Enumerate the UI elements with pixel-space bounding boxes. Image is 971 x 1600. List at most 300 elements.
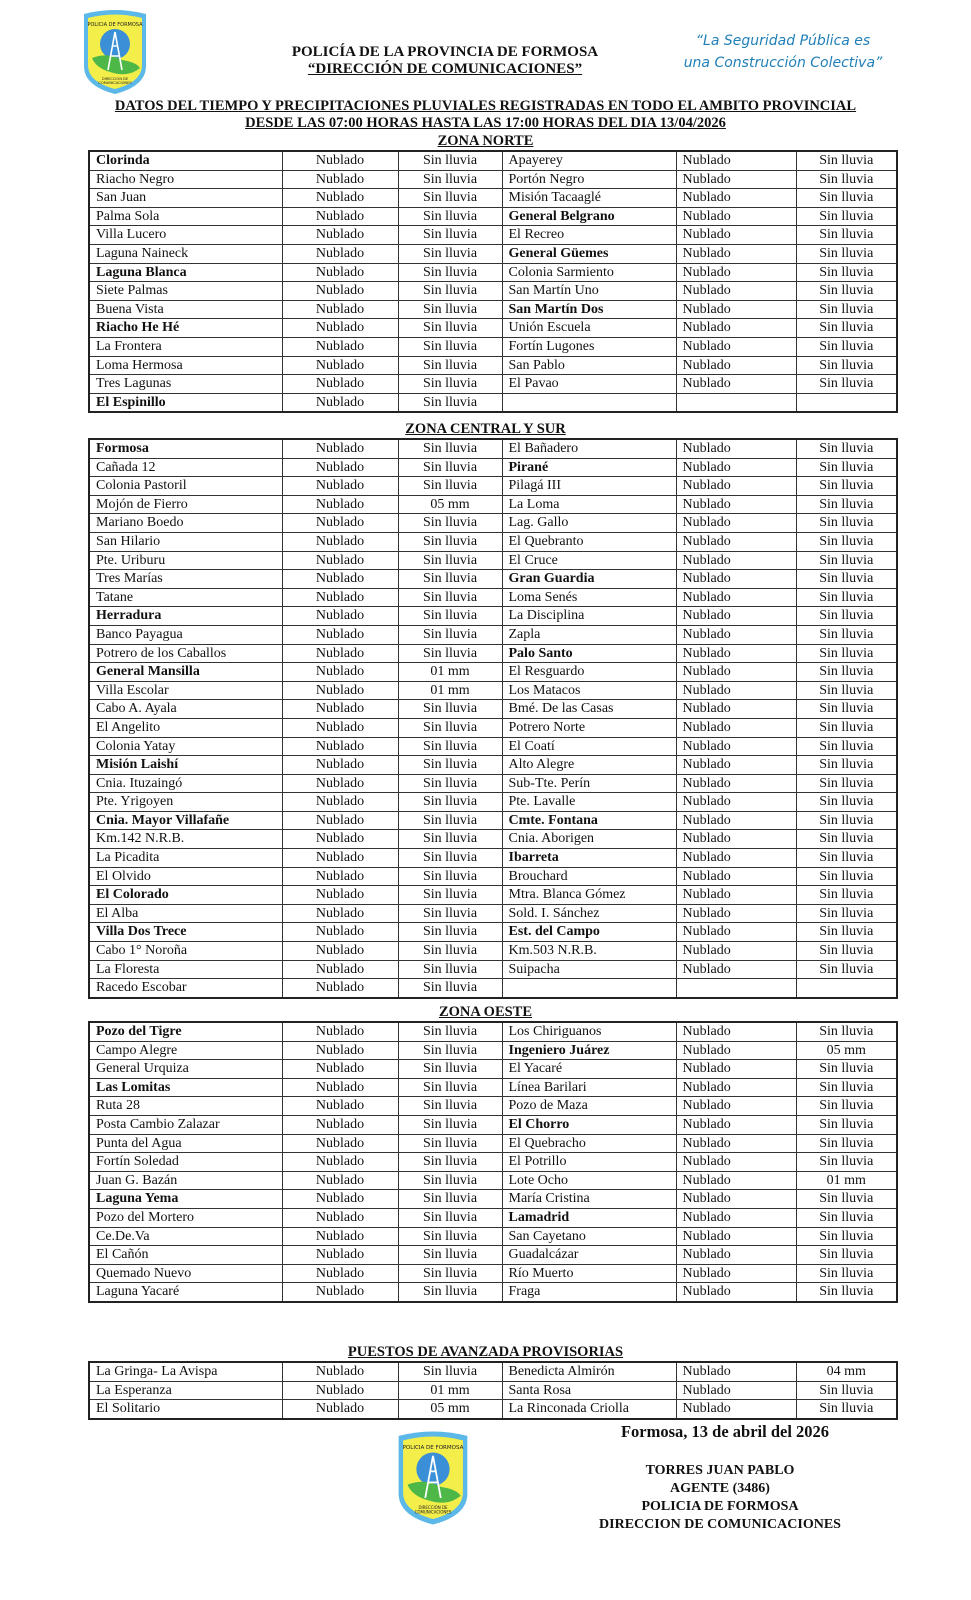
weather-cell: Nublado (282, 588, 398, 607)
locality-cell: Pte. Yrigoyen (89, 793, 282, 812)
table-row (89, 1115, 897, 1134)
weather-cell: Nublado (282, 337, 398, 356)
weather-cell: Nublado (282, 300, 398, 319)
weather-cell: Nublado (676, 923, 796, 942)
locality-cell: Punta del Agua (89, 1134, 282, 1153)
weather-cell: Nublado (282, 458, 398, 477)
signer-dept: DIRECCION DE COMUNICACIONES (599, 1517, 841, 1532)
table-row (89, 551, 897, 570)
weather-cell: Nublado (282, 189, 398, 208)
locality-cell: Ibarreta (502, 849, 676, 868)
weather-cell: Nublado (282, 718, 398, 737)
department-name: “DIRECCIÓN DE COMUNICACIONES” (307, 61, 583, 77)
locality-cell: El Coatí (502, 737, 676, 756)
rainfall-cell: 05 mm (398, 1400, 502, 1419)
table-row (89, 625, 897, 644)
locality-cell: Lote Ocho (502, 1171, 676, 1190)
weather-cell: Nublado (676, 226, 796, 245)
locality-cell: San Martín Dos (502, 300, 676, 319)
table-row (89, 737, 897, 756)
locality-cell: La Picadita (89, 849, 282, 868)
locality-cell: Santa Rosa (502, 1381, 676, 1400)
weather-cell: Nublado (676, 681, 796, 700)
zone-norte-heading (0, 133, 971, 149)
weather-cell: Nublado (676, 570, 796, 589)
locality-cell: Pirané (502, 458, 676, 477)
weather-cell: Nublado (676, 300, 796, 319)
weather-cell: Nublado (676, 756, 796, 775)
locality-cell: San Juan (89, 189, 282, 208)
rainfall-cell: Sin lluvia (398, 867, 502, 886)
zone-title: ZONA NORTE (437, 133, 534, 149)
locality-cell: La Disciplina (502, 607, 676, 626)
zone-central-sur-table (88, 438, 898, 999)
rainfall-cell: Sin lluvia (796, 532, 897, 551)
weather-cell: Nublado (282, 514, 398, 533)
rainfall-cell: Sin lluvia (398, 1264, 502, 1283)
weather-cell: Nublado (282, 700, 398, 719)
weather-cell: Nublado (282, 551, 398, 570)
locality-cell: San Cayetano (502, 1227, 676, 1246)
report-subtitle (0, 115, 971, 131)
rainfall-cell: Sin lluvia (398, 570, 502, 589)
locality-cell: El Alba (89, 904, 282, 923)
weather-cell: Nublado (676, 207, 796, 226)
weather-cell: Nublado (282, 1115, 398, 1134)
weather-cell: Nublado (676, 663, 796, 682)
rainfall-cell: Sin lluvia (796, 793, 897, 812)
weather-cell: Nublado (282, 1097, 398, 1116)
locality-cell: Riacho He Hé (89, 319, 282, 338)
locality-cell: Tres Lagunas (89, 375, 282, 394)
rainfall-cell: Sin lluvia (398, 904, 502, 923)
rainfall-cell: Sin lluvia (796, 477, 897, 496)
table-row (89, 607, 897, 626)
table-row (89, 319, 897, 338)
locality-cell: El Bañadero (502, 439, 676, 458)
rainfall-cell: Sin lluvia (398, 477, 502, 496)
locality-cell: Cnia. Aborigen (502, 830, 676, 849)
rainfall-cell: Sin lluvia (398, 737, 502, 756)
weather-cell: Nublado (282, 1041, 398, 1060)
signature-block (570, 1462, 870, 1534)
weather-cell: Nublado (676, 1134, 796, 1153)
rainfall-cell: Sin lluvia (796, 625, 897, 644)
locality-cell: Pozo del Tigre (89, 1022, 282, 1041)
table-row (89, 830, 897, 849)
weather-cell: Nublado (676, 375, 796, 394)
table-row (89, 1264, 897, 1283)
table-row (89, 1190, 897, 1209)
locality-cell: Las Lomitas (89, 1078, 282, 1097)
table-row (89, 189, 897, 208)
rainfall-cell: Sin lluvia (398, 1115, 502, 1134)
rainfall-cell: Sin lluvia (398, 830, 502, 849)
locality-cell: Cañada 12 (89, 458, 282, 477)
rainfall-cell: Sin lluvia (796, 244, 897, 263)
rainfall-cell: Sin lluvia (398, 793, 502, 812)
weather-cell: Nublado (282, 849, 398, 868)
rainfall-cell: Sin lluvia (796, 151, 897, 170)
locality-cell: Fortín Lugones (502, 337, 676, 356)
locality-cell: Siete Palmas (89, 282, 282, 301)
table-row (89, 439, 897, 458)
zone-norte-table (88, 150, 898, 413)
rainfall-cell: Sin lluvia (796, 207, 897, 226)
table-row (89, 663, 897, 682)
locality-cell: Loma Senés (502, 588, 676, 607)
motto (672, 30, 894, 74)
locality-cell: Cabo A. Ayala (89, 700, 282, 719)
table-row (89, 904, 897, 923)
locality-cell: Zapla (502, 625, 676, 644)
locality-cell: Formosa (89, 439, 282, 458)
locality-cell: Ce.De.Va (89, 1227, 282, 1246)
table-row (89, 170, 897, 189)
locality-cell: Clorinda (89, 151, 282, 170)
report-title-line-1: DATOS DEL TIEMPO Y PRECIPITACIONES PLUVIALES REGISTRADAS EN TODO EL AMBITO PROVINCIAL (114, 98, 857, 114)
weather-cell: Nublado (282, 644, 398, 663)
locality-cell: San Martín Uno (502, 282, 676, 301)
rainfall-cell: Sin lluvia (398, 774, 502, 793)
puestos-heading (0, 1344, 971, 1360)
locality-cell: Colonia Yatay (89, 737, 282, 756)
rainfall-cell: Sin lluvia (398, 1022, 502, 1041)
locality-cell: El Quebranto (502, 532, 676, 551)
weather-cell: Nublado (282, 226, 398, 245)
rainfall-cell: Sin lluvia (398, 439, 502, 458)
locality-cell: Ingeniero Juárez (502, 1041, 676, 1060)
rainfall-cell: Sin lluvia (796, 1208, 897, 1227)
locality-cell (502, 979, 676, 998)
locality-cell: Portón Negro (502, 170, 676, 189)
locality-cell: Ruta 28 (89, 1097, 282, 1116)
weather-cell: Nublado (676, 439, 796, 458)
rainfall-cell: Sin lluvia (398, 1283, 502, 1302)
table-row (89, 375, 897, 394)
locality-cell: Villa Dos Trece (89, 923, 282, 942)
table-row (89, 942, 897, 961)
locality-cell: El Potrillo (502, 1153, 676, 1172)
rainfall-cell: Sin lluvia (398, 282, 502, 301)
locality-cell (502, 393, 676, 412)
weather-cell: Nublado (676, 458, 796, 477)
locality-cell: Pozo de Maza (502, 1097, 676, 1116)
table-row (89, 588, 897, 607)
rainfall-cell: Sin lluvia (796, 551, 897, 570)
weather-cell: Nublado (676, 1381, 796, 1400)
weather-cell: Nublado (676, 1208, 796, 1227)
weather-cell: Nublado (676, 1115, 796, 1134)
weather-cell: Nublado (282, 1171, 398, 1190)
rainfall-cell: Sin lluvia (398, 263, 502, 282)
rainfall-cell: Sin lluvia (796, 1227, 897, 1246)
weather-cell: Nublado (282, 942, 398, 961)
rainfall-cell: Sin lluvia (796, 681, 897, 700)
weather-cell: Nublado (676, 942, 796, 961)
weather-cell: Nublado (676, 1400, 796, 1419)
svg-text:COMUNICACIONES: COMUNICACIONES (98, 81, 132, 85)
locality-cell: Colonia Sarmiento (502, 263, 676, 282)
locality-cell: Mtra. Blanca Gómez (502, 886, 676, 905)
zone-title: ZONA CENTRAL Y SUR (405, 421, 566, 437)
rainfall-cell: Sin lluvia (398, 644, 502, 663)
rainfall-cell: Sin lluvia (398, 849, 502, 868)
rainfall-cell: Sin lluvia (398, 942, 502, 961)
org-header (260, 44, 630, 78)
rainfall-cell: Sin lluvia (796, 811, 897, 830)
signer-org: POLICIA DE FORMOSA (641, 1499, 799, 1514)
locality-cell: Fortín Soledad (89, 1153, 282, 1172)
weather-cell: Nublado (282, 830, 398, 849)
weather-cell: Nublado (282, 1400, 398, 1419)
weather-cell: Nublado (676, 1153, 796, 1172)
zone-central-sur-heading (0, 421, 971, 437)
rainfall-cell: Sin lluvia (398, 1246, 502, 1265)
weather-cell: Nublado (676, 1022, 796, 1041)
locality-cell: María Cristina (502, 1190, 676, 1209)
rainfall-cell: Sin lluvia (398, 811, 502, 830)
weather-cell: Nublado (282, 904, 398, 923)
table-row (89, 1283, 897, 1302)
locality-cell: El Pavao (502, 375, 676, 394)
place-date: Formosa, 13 de abril del 2026 (620, 1422, 830, 1441)
locality-cell: La Loma (502, 495, 676, 514)
rainfall-cell: Sin lluvia (796, 1283, 897, 1302)
locality-cell: Gran Guardia (502, 570, 676, 589)
locality-cell: Laguna Blanca (89, 263, 282, 282)
locality-cell: Brouchard (502, 867, 676, 886)
weather-cell: Nublado (282, 1246, 398, 1265)
weather-cell: Nublado (676, 189, 796, 208)
weather-cell: Nublado (282, 886, 398, 905)
zone-title: PUESTOS DE AVANZADA PROVISORIAS (347, 1344, 624, 1360)
weather-cell: Nublado (676, 1171, 796, 1190)
table-row (89, 226, 897, 245)
rainfall-cell: Sin lluvia (796, 1381, 897, 1400)
zone-oeste-heading (0, 1004, 971, 1020)
rainfall-cell: Sin lluvia (398, 458, 502, 477)
weather-cell: Nublado (676, 849, 796, 868)
rainfall-cell: 04 mm (796, 1362, 897, 1381)
locality-cell: Campo Alegre (89, 1041, 282, 1060)
puestos-table (88, 1361, 898, 1420)
table-row (89, 1022, 897, 1041)
locality-cell: Sub-Tte. Perín (502, 774, 676, 793)
rainfall-cell: Sin lluvia (398, 1190, 502, 1209)
weather-cell: Nublado (282, 393, 398, 412)
table-row (89, 1097, 897, 1116)
rainfall-cell: Sin lluvia (796, 356, 897, 375)
table-row (89, 495, 897, 514)
weather-cell: Nublado (282, 1078, 398, 1097)
weather-cell: Nublado (676, 718, 796, 737)
weather-cell: Nublado (676, 1227, 796, 1246)
weather-cell: Nublado (282, 532, 398, 551)
weather-cell: Nublado (676, 607, 796, 626)
locality-cell: Herradura (89, 607, 282, 626)
locality-cell: Guadalcázar (502, 1246, 676, 1265)
weather-cell: Nublado (282, 570, 398, 589)
table-row (89, 644, 897, 663)
weather-cell: Nublado (676, 867, 796, 886)
rainfall-cell: Sin lluvia (398, 1362, 502, 1381)
locality-cell: Palo Santo (502, 644, 676, 663)
table-row (89, 514, 897, 533)
locality-cell: Lag. Gallo (502, 514, 676, 533)
table-row (89, 811, 897, 830)
locality-cell: Benedicta Almirón (502, 1362, 676, 1381)
locality-cell: Lamadrid (502, 1208, 676, 1227)
weather-cell: Nublado (676, 151, 796, 170)
rainfall-cell: Sin lluvia (398, 375, 502, 394)
locality-cell: Misión Tacaaglé (502, 189, 676, 208)
weather-cell: Nublado (676, 1283, 796, 1302)
rainfall-cell: Sin lluvia (796, 337, 897, 356)
locality-cell: Banco Payagua (89, 625, 282, 644)
table-row (89, 1227, 897, 1246)
locality-cell: Pte. Uriburu (89, 551, 282, 570)
weather-cell: Nublado (282, 681, 398, 700)
zone-title: ZONA OESTE (438, 1004, 533, 1020)
rainfall-cell: Sin lluvia (796, 1060, 897, 1079)
weather-cell: Nublado (282, 607, 398, 626)
table-row (89, 1246, 897, 1265)
locality-cell: General Mansilla (89, 663, 282, 682)
locality-cell: Potrero Norte (502, 718, 676, 737)
locality-cell: Alto Alegre (502, 756, 676, 775)
weather-cell: Nublado (282, 319, 398, 338)
rainfall-cell: Sin lluvia (398, 588, 502, 607)
weather-cell: Nublado (282, 1060, 398, 1079)
locality-cell: Quemado Nuevo (89, 1264, 282, 1283)
locality-cell: El Colorado (89, 886, 282, 905)
rainfall-cell: Sin lluvia (398, 718, 502, 737)
weather-cell: Nublado (282, 756, 398, 775)
rainfall-cell: Sin lluvia (398, 1078, 502, 1097)
weather-cell: Nublado (282, 1227, 398, 1246)
rainfall-cell: Sin lluvia (796, 514, 897, 533)
weather-cell: Nublado (282, 960, 398, 979)
table-row (89, 886, 897, 905)
rainfall-cell: Sin lluvia (796, 588, 897, 607)
rainfall-cell: 01 mm (796, 1171, 897, 1190)
weather-cell: Nublado (676, 1264, 796, 1283)
locality-cell: Cabo 1° Noroña (89, 942, 282, 961)
rainfall-cell: Sin lluvia (398, 607, 502, 626)
weather-cell: Nublado (282, 207, 398, 226)
rainfall-cell: Sin lluvia (398, 300, 502, 319)
weather-cell: Nublado (282, 477, 398, 496)
rainfall-cell: Sin lluvia (796, 830, 897, 849)
locality-cell: Villa Escolar (89, 681, 282, 700)
weather-cell: Nublado (282, 495, 398, 514)
locality-cell: La Rinconada Criolla (502, 1400, 676, 1419)
rainfall-cell: Sin lluvia (796, 644, 897, 663)
locality-cell: El Yacaré (502, 1060, 676, 1079)
locality-cell: Loma Hermosa (89, 356, 282, 375)
rainfall-cell: Sin lluvia (398, 319, 502, 338)
rainfall-cell: Sin lluvia (398, 337, 502, 356)
locality-cell: Juan G. Bazán (89, 1171, 282, 1190)
rainfall-cell: Sin lluvia (796, 904, 897, 923)
locality-cell: El Chorro (502, 1115, 676, 1134)
rainfall-cell: Sin lluvia (398, 1097, 502, 1116)
rainfall-cell: Sin lluvia (398, 1060, 502, 1079)
table-row (89, 867, 897, 886)
weather-cell: Nublado (282, 1153, 398, 1172)
footer-police-logo (392, 1428, 474, 1528)
locality-cell: Bmé. De las Casas (502, 700, 676, 719)
svg-text:DIRECCIÓN DE: DIRECCIÓN DE (418, 1505, 448, 1511)
rainfall-cell: Sin lluvia (796, 867, 897, 886)
table-row (89, 1400, 897, 1419)
rainfall-cell: Sin lluvia (796, 1400, 897, 1419)
locality-cell: Cnia. Ituzaingó (89, 774, 282, 793)
rainfall-cell: Sin lluvia (398, 226, 502, 245)
weather-cell: Nublado (676, 1097, 796, 1116)
locality-cell: San Hilario (89, 532, 282, 551)
table-row (89, 263, 897, 282)
weather-cell: Nublado (282, 1362, 398, 1381)
rainfall-cell: Sin lluvia (796, 1097, 897, 1116)
rainfall-cell: Sin lluvia (398, 244, 502, 263)
locality-cell: Posta Cambio Zalazar (89, 1115, 282, 1134)
rainfall-cell: Sin lluvia (398, 960, 502, 979)
locality-cell: Buena Vista (89, 300, 282, 319)
locality-cell: Potrero de los Caballos (89, 644, 282, 663)
locality-cell: El Quebracho (502, 1134, 676, 1153)
weather-cell: Nublado (282, 439, 398, 458)
weather-cell (676, 393, 796, 412)
rainfall-cell: Sin lluvia (796, 1264, 897, 1283)
locality-cell: Cnia. Mayor Villafañe (89, 811, 282, 830)
weather-cell: Nublado (282, 151, 398, 170)
rainfall-cell: Sin lluvia (398, 393, 502, 412)
locality-cell: Los Chiriguanos (502, 1022, 676, 1041)
rainfall-cell: Sin lluvia (796, 319, 897, 338)
weather-cell: Nublado (282, 375, 398, 394)
weather-cell: Nublado (676, 244, 796, 263)
weather-cell: Nublado (676, 282, 796, 301)
table-row (89, 151, 897, 170)
weather-cell: Nublado (676, 1362, 796, 1381)
locality-cell: El Angelito (89, 718, 282, 737)
table-row (89, 1134, 897, 1153)
rainfall-cell: Sin lluvia (796, 1115, 897, 1134)
table-row (89, 1153, 897, 1172)
table-row (89, 1208, 897, 1227)
table-row (89, 700, 897, 719)
table-row (89, 1078, 897, 1097)
report-title (0, 98, 971, 114)
weather-cell: Nublado (676, 477, 796, 496)
locality-cell: Pozo del Mortero (89, 1208, 282, 1227)
table-row (89, 477, 897, 496)
weather-cell: Nublado (282, 923, 398, 942)
weather-cell: Nublado (282, 737, 398, 756)
locality-cell: General Güemes (502, 244, 676, 263)
weather-cell: Nublado (282, 1264, 398, 1283)
locality-cell: Colonia Pastoril (89, 477, 282, 496)
signer-rank: AGENTE (3486) (670, 1481, 770, 1496)
org-name: POLICÍA DE LA PROVINCIA DE FORMOSA (291, 44, 599, 60)
weather-cell: Nublado (282, 244, 398, 263)
rainfall-cell: Sin lluvia (796, 263, 897, 282)
rainfall-cell: Sin lluvia (796, 849, 897, 868)
table-row (89, 960, 897, 979)
rainfall-cell: Sin lluvia (796, 774, 897, 793)
